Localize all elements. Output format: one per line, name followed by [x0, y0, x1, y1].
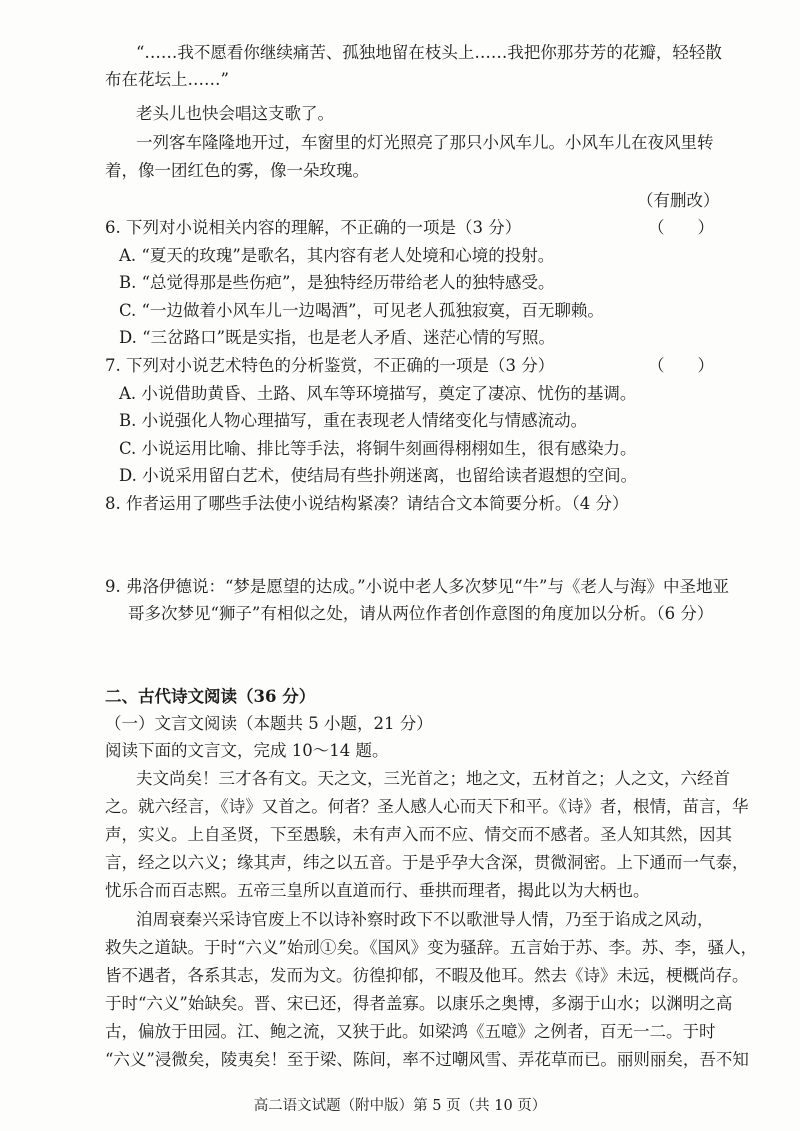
- page-footer: 高二语文试题（附中版）第 5 页（共 10 页）: [253, 1098, 547, 1114]
- story-line-3: 老头儿也快会唱这支歌了。: [136, 104, 334, 123]
- section-2-instruction: 阅读下面的文言文，完成 10～14 题。: [105, 741, 389, 760]
- section-2-subtitle: （一）文言文阅读（本题共 5 小题，21 分）: [105, 714, 433, 733]
- q7-option-c: C. 小说运用比喻、排比等手法，将铜牛刻画得栩栩如生，很有感染力。: [119, 439, 637, 458]
- q8-stem: 8. 作者运用了哪些手法使小说结构紧凑？请结合文本简要分析。（4 分）: [105, 494, 629, 513]
- q7-option-d: D. 小说采用留白艺术，使结局有些扑朔迷离，也留给读者遐想的空间。: [119, 466, 638, 485]
- passage-line-1: 夫文尚矣！三才各有文。天之文，三光首之；地之文，五材首之；人之文，六经首: [136, 769, 730, 788]
- story-line-5: 着，像一团红色的雾，像一朵玫瑰。: [105, 161, 369, 180]
- passage-line-11: “六义”浸微矣，陵夷矣！至于梁、陈间，率不过嘲风雪、弄花草而已。丽则丽矣，吾不知: [105, 1050, 749, 1069]
- passage-line-6: 洎周衰秦兴采诗官废上不以诗补察时政下不以歌泄导人情，乃至于谄成之风动，: [136, 910, 714, 929]
- q6-option-d: D. “三岔路口”既是实指，也是老人矛盾、迷茫心情的写照。: [119, 328, 556, 347]
- source-note-text: （有删改）: [637, 191, 720, 210]
- q9-line-2: 哥多次梦见“狮子”有相似之处，请从两位作者创作意图的角度加以分析。（6 分）: [128, 604, 714, 623]
- story-line-1: “……我不愿看你继续痛苦、孤独地留在枝头上……我把你那芬芳的花瓣，轻轻散: [136, 43, 722, 62]
- passage-line-3: 声，实义。上自圣贤，下至愚騃，未有声入而不应、情交而不感者。圣人知其然，因其: [105, 825, 732, 844]
- passage-line-5: 忧乐合而百志熙。五帝三皇所以直道而行、垂拱而理者，揭此以为大柄也。: [105, 881, 650, 900]
- story-line-2: 布在花坛上……”: [105, 70, 229, 89]
- story-line-4: 一列客车隆隆地开过，车窗里的灯光照亮了那只小风车儿。小风车儿在夜风里转: [136, 133, 714, 152]
- q6-option-b: B. “总觉得那是些伤疤”，是独特经历带给老人的独特感受。: [119, 273, 555, 292]
- q9-line-1: 9. 弗洛伊德说：“梦是愿望的达成。”小说中老人多次梦见“牛”与《老人与海》中圣地亚: [105, 577, 729, 596]
- passage-line-7: 救失之道缺。于时“六义”始刓①矣。《国风》变为骚辞。五言始于苏、李。苏、李，骚人，: [105, 938, 758, 957]
- passage-line-10: 古，偏放于田园。江、鲍之流，又狭于此。如梁鸿《五噫》之例者，百无一二。于时: [105, 1022, 716, 1041]
- q6-option-c: C. “一边做着小风车儿一边喝酒”，可见老人孤独寂寞，百无聊赖。: [119, 301, 604, 320]
- q7-option-a: A. 小说借助黄昏、土路、风车等环境描写，奠定了凄凉、忧伤的基调。: [119, 384, 637, 403]
- q7-stem: [0, 353, 800, 379]
- q6-answer-blank: （ ）: [648, 218, 714, 237]
- q6-stem: [0, 215, 800, 241]
- passage-line-4: 言，经之以六义；缘其声，纬之以五音。于是乎孕大含深，贯微洞密。上下通而一气泰，: [105, 853, 749, 872]
- section-2-title: 二、古代诗文阅读（36 分）: [105, 687, 316, 706]
- q7-answer-blank: （ ）: [648, 356, 714, 375]
- q6-option-a: A. “夏天的玫瑰”是歌名，其内容有老人处境和心境的投射。: [119, 246, 555, 265]
- q7-option-b: B. 小说强化人物心理描写，重在表现老人情绪变化与情感流动。: [119, 411, 588, 430]
- q7-stem-text: 7. 下列对小说艺术特色的分析鉴赏，不正确的一项是（3 分）: [105, 356, 555, 375]
- passage-line-8: 皆不遇者，各系其志，发而为文。彷徨抑郁，不暇及他耳。然去《诗》未远，梗概尚存。: [105, 966, 749, 985]
- passage-line-2: 之。就六经言，《诗》又首之。何者？圣人感人心而天下和平。《诗》者，根情，苗言，华: [105, 797, 749, 816]
- q6-stem-text: 6. 下列对小说相关内容的理解，不正确的一项是（3 分）: [105, 218, 522, 237]
- passage-line-9: 于时“六义”始缺矣。晋、宋已还，得者盖寡。以康乐之奥博，多溺于山水；以渊明之高: [105, 994, 733, 1013]
